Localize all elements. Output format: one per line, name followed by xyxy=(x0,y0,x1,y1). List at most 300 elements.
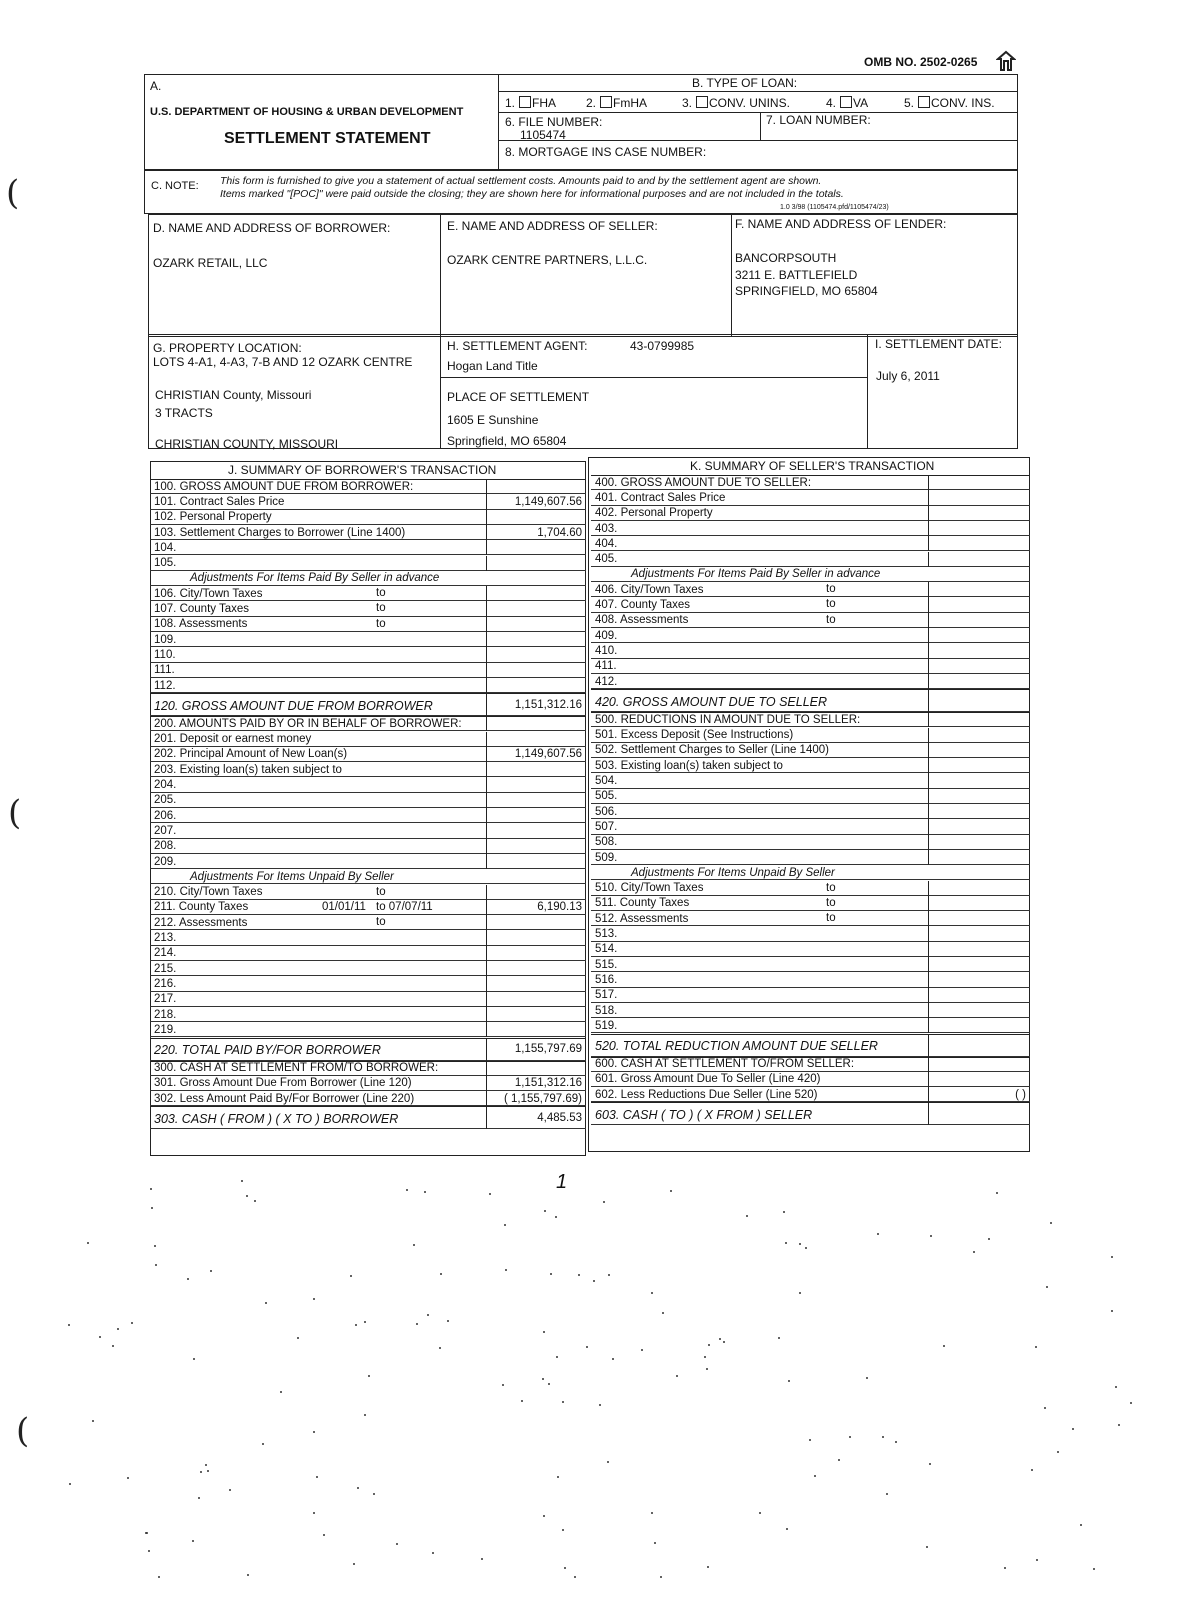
scan-speck xyxy=(548,1383,550,1385)
line-label: 410. xyxy=(595,644,618,657)
line-label: 208. xyxy=(154,840,177,853)
property-line-4: CHRISTIAN COUNTY, MISSOURI xyxy=(155,437,339,451)
line-label: 220. TOTAL PAID BY/FOR BORROWER xyxy=(154,1043,381,1057)
line-label: 508. xyxy=(595,836,618,849)
scan-speck xyxy=(99,1336,101,1338)
line-label: 500. REDUCTIONS IN AMOUNT DUE TO SELLER: xyxy=(595,713,861,726)
scan-speck xyxy=(364,1321,366,1323)
to-marker: to 07/07/11 xyxy=(376,900,433,913)
scan-speck xyxy=(814,1475,816,1477)
line-label: 601. Gross Amount Due To Seller (Line 420) xyxy=(595,1073,821,1086)
line-label: 409. xyxy=(595,629,618,642)
scan-speck xyxy=(759,1512,761,1514)
scan-speck xyxy=(313,1298,315,1300)
scan-speck xyxy=(929,1463,931,1465)
line-label: 400. GROSS AMOUNT DUE TO SELLER: xyxy=(595,476,812,489)
scan-speck xyxy=(355,1324,357,1326)
lender-address-1: 3211 E. BATTLEFIELD xyxy=(735,268,858,282)
line-label: 300. CASH AT SETTLEMENT FROM/TO BORROWER: xyxy=(154,1062,439,1075)
scan-speck xyxy=(608,1274,610,1276)
scan-mark-1: ( xyxy=(6,173,20,213)
line-label: 420. GROSS AMOUNT DUE TO SELLER xyxy=(595,694,828,709)
scan-speck xyxy=(127,1477,129,1479)
table-row xyxy=(591,819,1030,834)
scan-speck xyxy=(148,1550,150,1552)
table-row xyxy=(150,663,586,678)
scan-speck xyxy=(788,1380,790,1382)
scan-speck xyxy=(586,1346,588,1348)
line-label: 111. xyxy=(154,664,175,677)
scan-speck xyxy=(432,1552,434,1554)
scan-speck xyxy=(439,1347,441,1349)
line-label: 105. xyxy=(154,557,177,570)
loan-type-conv-unins: CONV. UNINS. xyxy=(709,96,790,110)
fmha-checkbox[interactable] xyxy=(600,96,612,108)
line-label: 210. City/Town Taxes xyxy=(154,886,263,899)
line-label: 204. xyxy=(154,779,177,792)
line-label: 519. xyxy=(595,1019,618,1032)
line-label: 211. County Taxes xyxy=(154,901,249,914)
scan-speck xyxy=(988,1238,990,1240)
scan-speck xyxy=(996,1192,998,1194)
scan-speck xyxy=(254,1200,256,1202)
scan-speck xyxy=(544,1210,546,1212)
loan-number-label: 7. LOAN NUMBER: xyxy=(766,113,871,127)
table-row xyxy=(591,773,1030,788)
scan-speck xyxy=(205,1464,207,1466)
scan-speck xyxy=(357,1487,359,1489)
loan-type-fha: FHA xyxy=(532,96,556,110)
scan-speck xyxy=(207,1470,209,1472)
to-marker: to xyxy=(826,598,836,611)
property-line-3: 3 TRACTS xyxy=(155,406,213,420)
mortgage-ins-label: 8. MORTGAGE INS CASE NUMBER: xyxy=(505,145,707,159)
property-line-2: CHRISTIAN County, Missouri xyxy=(155,388,312,402)
table-row xyxy=(150,839,586,854)
line-label: 107. County Taxes xyxy=(154,603,250,616)
scan-speck xyxy=(427,1314,429,1316)
scan-speck xyxy=(313,1512,315,1514)
amount-cell: 1,149,607.56 xyxy=(514,748,582,761)
table-row xyxy=(150,777,586,792)
scan-speck xyxy=(1031,1469,1033,1471)
scan-speck xyxy=(578,1274,580,1276)
amount-cell: ( 1,155,797.69) xyxy=(503,1092,582,1105)
note-reference: 1.0 3/98 (1105474.pfd/1105474/23) xyxy=(780,204,889,211)
settlement-date: July 6, 2011 xyxy=(876,369,940,383)
table-row xyxy=(591,926,1030,941)
settlement-agent-name: Hogan Land Title xyxy=(447,359,538,373)
scan-speck xyxy=(313,1431,315,1433)
amount-cell: 4,485.53 xyxy=(537,1111,582,1124)
line-label: 503. Existing loan(s) taken subject to xyxy=(595,759,783,772)
amount-cell: 1,704.60 xyxy=(537,526,582,539)
table-row xyxy=(591,521,1030,536)
amount-cell: ( ) xyxy=(1015,1088,1026,1101)
table-row xyxy=(150,823,586,838)
table-row xyxy=(591,536,1030,551)
line-label: 206. xyxy=(154,809,177,822)
line-label: 120. GROSS AMOUNT DUE FROM BORROWER xyxy=(154,698,433,713)
table-row xyxy=(591,804,1030,819)
table-row xyxy=(591,835,1030,850)
section-a-label: A. xyxy=(150,79,162,93)
line-label: 515. xyxy=(595,958,618,971)
loan-type-4-num: 4. xyxy=(826,96,837,110)
table-row xyxy=(150,540,586,555)
settlement-date-label: I. SETTLEMENT DATE: xyxy=(875,337,1002,351)
settlement-address-1: 1605 E Sunshine xyxy=(447,413,539,427)
scan-speck xyxy=(192,1540,194,1542)
loan-type-2-num: 2. xyxy=(586,96,597,110)
line-label: 303. CASH ( FROM ) ( X TO ) BORROWER xyxy=(154,1111,399,1126)
scan-speck xyxy=(574,1576,576,1578)
agency-name: U.S. DEPARTMENT OF HOUSING & URBAN DEVELOPMENT xyxy=(150,106,464,118)
scan-speck xyxy=(69,1483,71,1485)
to-marker: to xyxy=(826,583,836,596)
scan-speck xyxy=(198,1497,200,1499)
scan-speck xyxy=(316,1476,318,1478)
scan-mark-2: ( xyxy=(8,793,22,833)
table-row xyxy=(591,972,1030,987)
table-row xyxy=(150,1022,586,1037)
table-row xyxy=(591,850,1030,865)
note-line-1: This form is furnished to give you a statement of actual settlement costs. Amounts paid to and by the settlement agent are shown. xyxy=(220,175,822,187)
scan-speck xyxy=(112,1345,114,1347)
line-label: 205. xyxy=(154,794,177,807)
line-label: 407. County Taxes xyxy=(595,599,691,612)
scan-speck xyxy=(866,1377,868,1379)
scan-speck xyxy=(877,1233,879,1235)
scan-speck xyxy=(297,1337,299,1339)
scan-speck xyxy=(505,1269,507,1271)
scan-speck xyxy=(562,1529,564,1531)
table-row xyxy=(591,957,1030,972)
line-label: 103. Settlement Charges to Borrower (Line 1400) xyxy=(154,526,406,539)
line-label: 602. Less Reductions Due Seller (Line 520) xyxy=(595,1088,818,1101)
subsection-heading: Adjustments For Items Paid By Seller in advance xyxy=(631,568,881,581)
scan-speck xyxy=(154,1245,156,1247)
scan-speck xyxy=(895,1441,897,1443)
scan-speck xyxy=(440,1273,442,1275)
table-row xyxy=(150,556,586,571)
seller-label: E. NAME AND ADDRESS OF SELLER: xyxy=(447,219,658,233)
line-label: 404. xyxy=(595,537,618,550)
scan-speck xyxy=(660,1576,662,1578)
scan-speck xyxy=(353,1563,355,1565)
line-label: 207. xyxy=(154,824,177,837)
scan-speck xyxy=(424,1191,426,1193)
scan-speck xyxy=(786,1528,788,1530)
table-row xyxy=(591,1003,1030,1018)
scan-speck xyxy=(87,1242,89,1244)
table-row xyxy=(591,674,1030,689)
scan-speck xyxy=(1046,1286,1048,1288)
scan-speck xyxy=(117,1328,119,1330)
scan-speck xyxy=(607,1461,609,1463)
scan-speck xyxy=(706,1368,708,1370)
scan-speck xyxy=(1093,1568,1095,1570)
line-label: 214. xyxy=(154,947,177,960)
scan-speck xyxy=(603,1201,605,1203)
scan-speck xyxy=(562,1401,564,1403)
subsection-heading: Adjustments For Items Unpaid By Seller xyxy=(190,870,394,883)
scan-speck xyxy=(641,1349,643,1351)
scan-speck xyxy=(555,1216,557,1218)
scan-speck xyxy=(200,1471,202,1473)
scan-speck xyxy=(943,1345,945,1347)
scan-speck xyxy=(229,1489,231,1491)
conv-unins-checkbox[interactable] xyxy=(696,96,708,108)
scan-speck xyxy=(145,1532,147,1534)
line-label: 504. xyxy=(595,775,618,788)
scan-speck xyxy=(131,1322,133,1324)
scan-mark-3: ( xyxy=(16,1411,30,1451)
table-row xyxy=(591,643,1030,658)
line-label: 516. xyxy=(595,973,618,986)
line-label: 510. City/Town Taxes xyxy=(595,882,704,895)
scan-speck xyxy=(651,1292,653,1294)
to-marker: to xyxy=(376,885,386,898)
seller-summary-title: K. SUMMARY OF SELLER'S TRANSACTION xyxy=(690,459,935,473)
line-label: 218. xyxy=(154,1008,177,1021)
scan-speck xyxy=(543,1331,545,1333)
scan-speck xyxy=(926,1546,928,1548)
line-label: 112. xyxy=(154,679,176,692)
scan-speck xyxy=(1057,1451,1059,1453)
scan-speck xyxy=(1111,1256,1113,1258)
note-label: C. NOTE: xyxy=(151,180,199,192)
scan-speck xyxy=(930,1235,932,1237)
scan-speck xyxy=(809,1439,811,1441)
borrower-name: OZARK RETAIL, LLC xyxy=(153,256,268,270)
line-label: 518. xyxy=(595,1004,618,1017)
scan-speck xyxy=(368,1375,370,1377)
scan-speck xyxy=(68,1324,70,1326)
borrower-label: D. NAME AND ADDRESS OF BORROWER: xyxy=(153,221,391,235)
scan-speck xyxy=(557,1476,559,1478)
line-label: 110. xyxy=(154,648,176,661)
scan-speck xyxy=(150,1188,152,1190)
lender-name: BANCORPSOUTH xyxy=(735,251,837,265)
line-label: 209. xyxy=(154,855,177,868)
type-of-loan-label: B. TYPE OF LOAN: xyxy=(692,76,798,90)
amount-cell: 1,149,607.56 xyxy=(514,495,582,508)
scan-speck xyxy=(158,1576,160,1578)
line-label: 513. xyxy=(595,928,618,941)
scan-speck xyxy=(746,1215,748,1217)
line-label: 219. xyxy=(154,1023,177,1036)
file-number-value: 1105474 xyxy=(520,128,566,142)
scan-speck xyxy=(670,1190,672,1192)
scan-speck xyxy=(778,1337,780,1339)
loan-type-conv-ins: CONV. INS. xyxy=(931,96,995,110)
scan-speck xyxy=(1118,1424,1120,1426)
conv-ins-checkbox[interactable] xyxy=(918,96,930,108)
table-row xyxy=(150,632,586,647)
amount-cell: 1,151,312.16 xyxy=(514,698,582,711)
scan-speck xyxy=(489,1193,491,1195)
scan-speck xyxy=(504,1224,506,1226)
line-label: 600. CASH AT SETTLEMENT TO/FROM SELLER: xyxy=(595,1058,855,1071)
to-marker: to xyxy=(376,587,386,600)
line-label: 301. Gross Amount Due From Borrower (Line 120) xyxy=(154,1077,412,1090)
property-line-1: LOTS 4-A1, 4-A3, 7-B AND 12 OZARK CENTRE xyxy=(153,355,413,369)
subsection-heading: Adjustments For Items Paid By Seller in advance xyxy=(190,572,440,585)
note-line-2: Items marked "[POC]" were paid outside the closing; they are shown here for informational purposes and are not included in the totals. xyxy=(220,188,844,200)
line-label: 517. xyxy=(595,989,618,1002)
line-label: 411. xyxy=(595,660,617,673)
line-label: 108. Assessments xyxy=(154,618,248,631)
scan-speck xyxy=(241,1180,243,1182)
table-row xyxy=(150,1007,586,1022)
line-label: 102. Personal Property xyxy=(154,511,272,524)
va-checkbox[interactable] xyxy=(840,96,852,108)
to-marker: to xyxy=(376,602,386,615)
scan-speck xyxy=(1035,1346,1037,1348)
table-row xyxy=(591,552,1030,567)
scan-speck xyxy=(416,1323,418,1325)
to-marker: to xyxy=(376,617,386,630)
file-number-label: 6. FILE NUMBER: xyxy=(505,115,603,129)
table-row xyxy=(150,976,586,991)
loan-type-va: VA xyxy=(853,96,869,110)
settlement-agent-id: 43-0799985 xyxy=(630,339,695,353)
scan-speck xyxy=(556,1356,558,1358)
loan-type-1-num: 1. xyxy=(505,96,516,110)
table-row xyxy=(150,793,586,808)
settlement-address-2: Springfield, MO 65804 xyxy=(447,434,567,448)
scan-speck xyxy=(550,1273,552,1275)
scan-speck xyxy=(805,1247,807,1249)
scan-speck xyxy=(704,1356,706,1358)
line-label: 213. xyxy=(154,932,177,945)
scan-speck xyxy=(785,1242,787,1244)
omb-number: OMB NO. 2502-0265 xyxy=(864,55,978,69)
line-label: 106. City/Town Taxes xyxy=(154,587,263,600)
to-marker: to xyxy=(826,881,836,894)
scan-speck xyxy=(651,1512,653,1514)
scan-speck xyxy=(654,1542,656,1544)
line-label: 509. xyxy=(595,851,618,864)
line-label: 505. xyxy=(595,790,618,803)
scan-speck xyxy=(886,1493,888,1495)
line-label: 402. Personal Property xyxy=(595,507,713,520)
property-label: G. PROPERTY LOCATION: xyxy=(153,341,302,355)
scan-speck xyxy=(599,1404,601,1406)
line-label: 405. xyxy=(595,553,618,566)
line-label: 212. Assessments xyxy=(154,916,248,929)
table-row xyxy=(150,961,586,976)
line-label: 408. Assessments xyxy=(595,614,689,627)
to-marker: to xyxy=(826,912,836,925)
scan-speck xyxy=(799,1243,801,1245)
scan-speck xyxy=(155,1264,157,1266)
scan-speck xyxy=(247,1574,249,1576)
scan-speck xyxy=(1111,1310,1113,1312)
scan-speck xyxy=(662,1312,664,1314)
scan-speck xyxy=(723,1341,725,1343)
fha-checkbox[interactable] xyxy=(519,96,531,108)
subsection-heading: Adjustments For Items Unpaid By Seller xyxy=(631,866,835,879)
table-row xyxy=(150,992,586,1007)
scan-speck xyxy=(543,1515,545,1517)
scan-speck xyxy=(151,1207,153,1209)
line-label: 512. Assessments xyxy=(595,912,689,925)
scan-speck xyxy=(193,1358,195,1360)
borrower-summary-title: J. SUMMARY OF BORROWER'S TRANSACTION xyxy=(228,463,497,477)
line-label: 201. Deposit or earnest money xyxy=(154,733,312,746)
scan-speck xyxy=(265,1302,267,1304)
scan-speck xyxy=(593,1280,595,1282)
scan-speck xyxy=(396,1543,398,1545)
line-label: 511. County Taxes xyxy=(595,897,690,910)
scan-speck xyxy=(542,1378,544,1380)
scan-speck xyxy=(187,1278,189,1280)
table-row xyxy=(150,678,586,693)
scan-speck xyxy=(210,1270,212,1272)
table-row xyxy=(591,1018,1030,1033)
scan-speck xyxy=(707,1566,709,1568)
scan-speck xyxy=(364,1414,366,1416)
scan-speck xyxy=(838,1459,840,1461)
line-label: 217. xyxy=(154,993,177,1006)
scan-speck xyxy=(719,1338,721,1340)
scan-speck xyxy=(413,1244,415,1246)
line-label: 507. xyxy=(595,820,618,833)
line-label: 203. Existing loan(s) taken subject to xyxy=(154,763,342,776)
table-row xyxy=(150,946,586,961)
line-label: 403. xyxy=(595,522,618,535)
scan-speck xyxy=(564,1567,566,1569)
line-label: 302. Less Amount Paid By/For Borrower (Line 220) xyxy=(154,1092,415,1105)
scan-speck xyxy=(481,1558,483,1560)
scan-speck xyxy=(612,1358,614,1360)
line-label: 506. xyxy=(595,805,618,818)
from-date: 01/01/11 xyxy=(322,900,366,913)
to-marker: to xyxy=(376,916,386,929)
scan-speck xyxy=(1004,1567,1006,1569)
scan-speck xyxy=(849,1436,851,1438)
scan-speck xyxy=(280,1391,282,1393)
scan-speck xyxy=(783,1211,785,1213)
lender-label: F. NAME AND ADDRESS OF LENDER: xyxy=(735,217,947,231)
scan-speck xyxy=(373,1493,375,1495)
hud-logo-icon xyxy=(996,50,1016,72)
page-number-mark: 1 xyxy=(556,1171,568,1193)
to-marker: to xyxy=(826,896,836,909)
table-row xyxy=(591,659,1030,674)
scan-speck xyxy=(447,1320,449,1322)
loan-type-3-num: 3. xyxy=(682,96,693,110)
line-label: 100. GROSS AMOUNT DUE FROM BORROWER: xyxy=(154,480,414,493)
table-row xyxy=(591,628,1030,643)
table-row xyxy=(150,930,586,945)
scan-speck xyxy=(502,1384,504,1386)
line-label: 200. AMOUNTS PAID BY OR IN BEHALF OF BORROWER: xyxy=(154,717,462,730)
table-row xyxy=(591,988,1030,1003)
form-title: SETTLEMENT STATEMENT xyxy=(224,130,431,147)
scan-speck xyxy=(1080,1524,1082,1526)
seller-name: OZARK CENTRE PARTNERS, L.L.C. xyxy=(447,253,648,267)
line-label: 514. xyxy=(595,943,618,956)
scan-speck xyxy=(406,1189,408,1191)
scan-speck xyxy=(1072,1428,1074,1430)
amount-cell: 1,155,797.69 xyxy=(514,1043,582,1055)
scan-speck xyxy=(521,1400,523,1402)
loan-type-5-num: 5. xyxy=(904,96,915,110)
line-label: 406. City/Town Taxes xyxy=(595,583,704,596)
